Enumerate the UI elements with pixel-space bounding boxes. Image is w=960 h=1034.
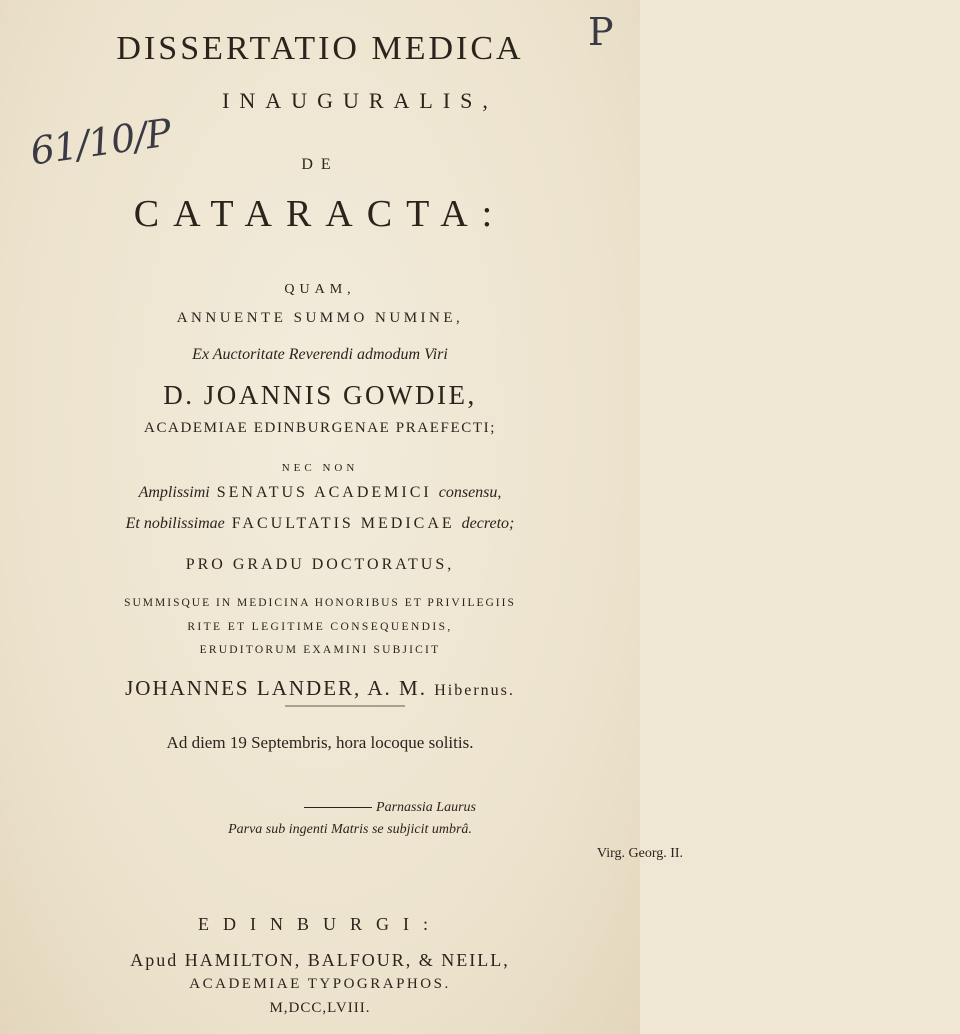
handwritten-corner-mark: P xyxy=(588,10,614,54)
joannis-gowdie-line: D. JOANNIS GOWDIE, xyxy=(163,380,477,410)
divider-rule xyxy=(285,705,405,707)
epigraph-source: Virg. Georg. II. xyxy=(596,846,684,861)
annuente-line: ANNUENTE SUMMO NUMINE, xyxy=(176,310,464,326)
quam-line: QUAM, xyxy=(284,282,356,297)
nec-non-line: NEC NON xyxy=(281,462,359,474)
epigraph-line-1 xyxy=(0,800,710,816)
title-line-3: DE xyxy=(301,156,339,173)
title-line-4: CATARACTA: xyxy=(133,193,507,235)
pro-gradu-line: PRO GRADU DOCTORATUS, xyxy=(185,556,455,573)
author-origin: Hibernus. xyxy=(434,682,515,699)
imprint-city: EDINBURGI: xyxy=(198,914,442,934)
title-line-2: INAUGURALIS, xyxy=(222,88,498,113)
decreto-text: decreto; xyxy=(461,515,515,532)
facultatis-text: FACULTATIS MEDICAE xyxy=(231,515,455,532)
auctoritate-line: Ex Auctoritate Reverendi admodum Viri xyxy=(192,346,448,363)
imprint-typographos: ACADEMIAE TYPOGRAPHOS. xyxy=(189,976,451,992)
title-line-1: DISSERTATIO MEDICA xyxy=(116,30,524,67)
eruditorum-line: ERUDITORUM EXAMINI SUBJICIT xyxy=(199,644,441,656)
amplissimi-text: Amplissimi xyxy=(138,484,210,501)
epigraph-dash xyxy=(304,807,372,808)
epigraph-line-2: Parva sub ingenti Matris se subjicit umbrâ. xyxy=(228,822,472,837)
summisque-line: SUMMISQUE IN MEDICINA HONORIBUS ET PRIVILEGIIS xyxy=(124,597,516,609)
senatus-text: SENATUS ACADEMICI xyxy=(216,484,432,501)
facultatis-line xyxy=(0,515,640,533)
epigraph-text-1: Parnassia Laurus xyxy=(376,800,476,815)
senatus-line xyxy=(0,484,640,502)
imprint-printers: Apud HAMILTON, BALFOUR, & NEILL, xyxy=(130,950,510,970)
author-name: JOHANNES LANDER, A. M. xyxy=(125,676,427,700)
academiae-line: ACADEMIAE EDINBURGENAE PRAEFECTI; xyxy=(144,420,496,436)
imprint-year: M,DCC,LVIII. xyxy=(269,1000,371,1016)
nobilissimae-text: Et nobilissimae xyxy=(125,515,225,532)
handwritten-catalog-mark: 61/10/P xyxy=(27,110,174,174)
author-line xyxy=(0,676,640,701)
rite-line: RITE ET LEGITIME CONSEQUENDIS, xyxy=(187,621,453,633)
consensu-text: consensu, xyxy=(438,484,502,501)
date-line: Ad diem 19 Septembris, hora locoque solitis. xyxy=(166,733,474,752)
